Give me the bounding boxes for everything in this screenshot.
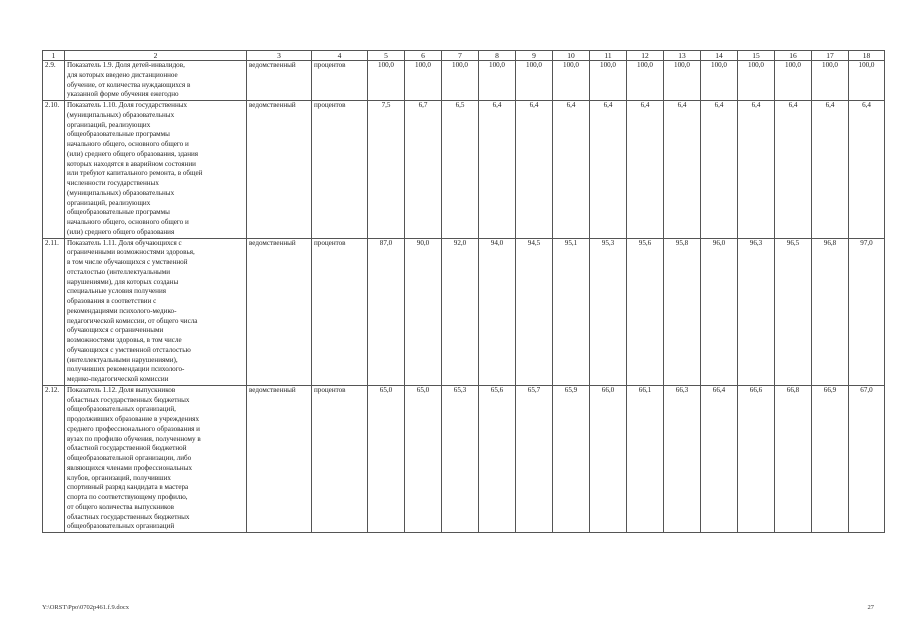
indicator-line: численности государственных xyxy=(67,179,159,187)
column-number-header: 8 xyxy=(479,51,516,61)
indicator-name xyxy=(65,101,247,239)
value-cell: 100,0 xyxy=(516,61,553,101)
value-cell: 100,0 xyxy=(479,61,516,101)
value-cell: 6,4 xyxy=(738,101,775,239)
value-cell: 100,0 xyxy=(442,61,479,101)
indicator-line: общеобразовательных организаций, xyxy=(67,405,176,414)
unit-of-measure: процентов xyxy=(312,61,368,101)
indicator-line: среднего профессионального образования и xyxy=(67,424,200,433)
value-cell: 100,0 xyxy=(590,61,627,101)
indicator-line: ограниченными возможностями здоровья, xyxy=(67,248,195,257)
value-cell: 96,0 xyxy=(701,238,738,385)
indicator-line: специальные условия получения xyxy=(67,287,167,296)
indicator-line: (или) среднего общего образования, здания xyxy=(67,149,199,158)
table-row xyxy=(43,238,885,385)
unit-of-measure: процентов xyxy=(312,101,368,239)
column-number-header: 6 xyxy=(405,51,442,61)
indicator-line: спорта по соответствующему профилю, xyxy=(67,493,188,501)
document-path: Y:\ORST\Ppo\0702p461.f.9.docx xyxy=(42,604,129,611)
value-cell: 96,5 xyxy=(775,238,812,385)
unit-of-measure: процентов xyxy=(312,385,368,532)
value-cell: 66,1 xyxy=(627,385,664,532)
indicator-line: общеобразовательной организации, либо xyxy=(67,454,192,462)
value-cell: 100,0 xyxy=(738,61,775,101)
column-number-header: 13 xyxy=(664,51,701,61)
indicator-line: Показатель 1.9. Доля детей-инвалидов, xyxy=(67,61,185,69)
indicator-line: (или) среднего общего образования xyxy=(67,227,175,236)
value-cell: 95,6 xyxy=(627,238,664,385)
value-cell: 96,8 xyxy=(812,238,849,385)
indicator-line: от общего количества выпускников xyxy=(67,502,174,511)
value-cell: 6,4 xyxy=(664,101,701,239)
value-cell: 65,9 xyxy=(553,385,590,532)
indicator-name xyxy=(65,61,247,101)
value-cell: 7,5 xyxy=(368,101,405,239)
column-number-header: 11 xyxy=(590,51,627,61)
column-number-header: 14 xyxy=(701,51,738,61)
value-cell: 100,0 xyxy=(664,61,701,101)
value-cell: 100,0 xyxy=(405,61,442,101)
value-cell: 65,0 xyxy=(405,385,442,532)
indicator-line: отсталостью (интеллектуальными xyxy=(67,267,171,276)
indicator-line: или требуют капитального ремонта, в общей xyxy=(67,169,203,178)
column-number-header: 10 xyxy=(553,51,590,61)
column-number-header: 9 xyxy=(516,51,553,61)
value-cell: 100,0 xyxy=(553,61,590,101)
indicator-name xyxy=(65,238,247,385)
column-number-header: 7 xyxy=(442,51,479,61)
page-number: 27 xyxy=(867,604,874,611)
value-cell: 6,5 xyxy=(442,101,479,239)
indicator-line: (интеллектуальными нарушениями), xyxy=(67,355,178,364)
indicator-line: обучение, от количества нуждающихся в xyxy=(67,80,191,89)
row-number: 2.12. xyxy=(43,385,65,532)
value-cell: 65,7 xyxy=(516,385,553,532)
value-cell: 95,1 xyxy=(553,238,590,385)
row-number: 2.11. xyxy=(43,238,65,385)
value-cell: 100,0 xyxy=(849,61,885,101)
indicator-line: получивших рекомендации психолого- xyxy=(67,365,185,374)
column-number-header: 16 xyxy=(775,51,812,61)
data-source: ведомственный xyxy=(247,101,312,239)
value-cell: 96,3 xyxy=(738,238,775,385)
value-cell: 6,4 xyxy=(553,101,590,239)
value-cell: 87,0 xyxy=(368,238,405,385)
indicator-line: клубов, организаций, получивших xyxy=(67,473,171,482)
value-cell: 6,4 xyxy=(590,101,627,239)
value-cell: 66,9 xyxy=(812,385,849,532)
indicators-table xyxy=(42,50,885,533)
indicator-line: вузах по профилю обучения, полученному в xyxy=(67,434,201,443)
indicator-name xyxy=(65,385,247,532)
value-cell: 67,0 xyxy=(849,385,885,532)
value-cell: 6,7 xyxy=(405,101,442,239)
indicator-line: являющихся членами профессиональных xyxy=(67,463,193,472)
indicator-line: продолживших образование в учреждениях xyxy=(67,415,199,423)
column-number-header: 15 xyxy=(738,51,775,61)
indicator-line: педагогической комиссии, от общего числа xyxy=(67,316,198,325)
value-cell: 6,4 xyxy=(812,101,849,239)
column-number-header-row xyxy=(43,51,885,61)
value-cell: 65,3 xyxy=(442,385,479,532)
column-number-header: 2 xyxy=(65,51,247,61)
indicator-line: возможностями здоровья, в том числе xyxy=(67,336,182,344)
column-number-header: 12 xyxy=(627,51,664,61)
indicator-line: организаций, реализующих xyxy=(67,120,151,129)
table-row xyxy=(43,385,885,532)
value-cell: 97,0 xyxy=(849,238,885,385)
value-cell: 6,4 xyxy=(775,101,812,239)
indicator-line: (муниципальных) образовательных xyxy=(67,188,175,197)
indicator-line: нарушениями), для которых созданы xyxy=(67,277,179,286)
column-number-header: 5 xyxy=(368,51,405,61)
indicator-line: медико-педагогической комиссии xyxy=(67,375,169,383)
indicator-line: обучающихся с умственной отсталостью xyxy=(67,345,191,354)
value-cell: 100,0 xyxy=(701,61,738,101)
value-cell: 100,0 xyxy=(812,61,849,101)
indicator-line: областных государственных бюджетных xyxy=(67,512,190,521)
indicator-line: обучающихся с ограниченными xyxy=(67,326,164,335)
value-cell: 6,4 xyxy=(516,101,553,239)
value-cell: 66,4 xyxy=(701,385,738,532)
value-cell: 100,0 xyxy=(368,61,405,101)
value-cell: 66,6 xyxy=(738,385,775,532)
value-cell: 65,0 xyxy=(368,385,405,532)
value-cell: 66,3 xyxy=(664,385,701,532)
unit-of-measure: процентов xyxy=(312,238,368,385)
indicator-line: начального общего, основного общего и xyxy=(67,140,189,148)
value-cell: 95,3 xyxy=(590,238,627,385)
row-number: 2.10. xyxy=(43,101,65,239)
indicator-line: которых находятся в аварийном состоянии xyxy=(67,159,196,168)
indicator-line: областной государственной бюджетной xyxy=(67,444,187,453)
data-source: ведомственный xyxy=(247,61,312,101)
row-number: 2.9. xyxy=(43,61,65,101)
indicator-line: общеобразовательные программы xyxy=(67,130,170,139)
column-number-header: 17 xyxy=(812,51,849,61)
indicator-line: общеобразовательные программы xyxy=(67,208,170,217)
indicator-line: Показатель 1.12. Доля выпускников xyxy=(67,385,176,394)
value-cell: 92,0 xyxy=(442,238,479,385)
column-number-header: 18 xyxy=(849,51,885,61)
indicator-line: спортивный разряд кандидата в мастера xyxy=(67,483,189,492)
indicator-line: областных государственных бюджетных xyxy=(67,395,190,404)
indicator-line: образования в соответствии с xyxy=(67,297,157,305)
indicator-line: начального общего, основного общего и xyxy=(67,218,189,226)
value-cell: 100,0 xyxy=(775,61,812,101)
indicator-line: Показатель 1.10. Доля государственных xyxy=(67,101,188,109)
indicator-line: общеобразовательных организаций xyxy=(67,522,175,531)
value-cell: 66,0 xyxy=(590,385,627,532)
value-cell: 6,4 xyxy=(701,101,738,239)
indicator-line: в том числе обучающихся с умственной xyxy=(67,258,188,266)
indicator-line: указанной форме обучения ежегодно xyxy=(67,90,179,99)
value-cell: 95,8 xyxy=(664,238,701,385)
value-cell: 65,6 xyxy=(479,385,516,532)
value-cell: 6,4 xyxy=(479,101,516,239)
value-cell: 94,5 xyxy=(516,238,553,385)
value-cell: 90,0 xyxy=(405,238,442,385)
value-cell: 6,4 xyxy=(849,101,885,239)
column-number-header: 4 xyxy=(312,51,368,61)
indicator-line: (муниципальных) образовательных xyxy=(67,110,175,119)
value-cell: 100,0 xyxy=(627,61,664,101)
indicator-line: организаций, реализующих xyxy=(67,198,151,207)
table-row xyxy=(43,61,885,101)
table-row xyxy=(43,101,885,239)
indicator-line: Показатель 1.11. Доля обучающихся с xyxy=(67,238,182,247)
value-cell: 66,8 xyxy=(775,385,812,532)
indicator-line: для которых введено дистанционное xyxy=(67,70,178,79)
indicator-line: рекомендациями психолого-медико- xyxy=(67,306,177,315)
value-cell: 6,4 xyxy=(627,101,664,239)
column-number-header: 1 xyxy=(43,51,65,61)
column-number-header: 3 xyxy=(247,51,312,61)
data-source: ведомственный xyxy=(247,385,312,532)
data-source: ведомственный xyxy=(247,238,312,385)
value-cell: 94,0 xyxy=(479,238,516,385)
